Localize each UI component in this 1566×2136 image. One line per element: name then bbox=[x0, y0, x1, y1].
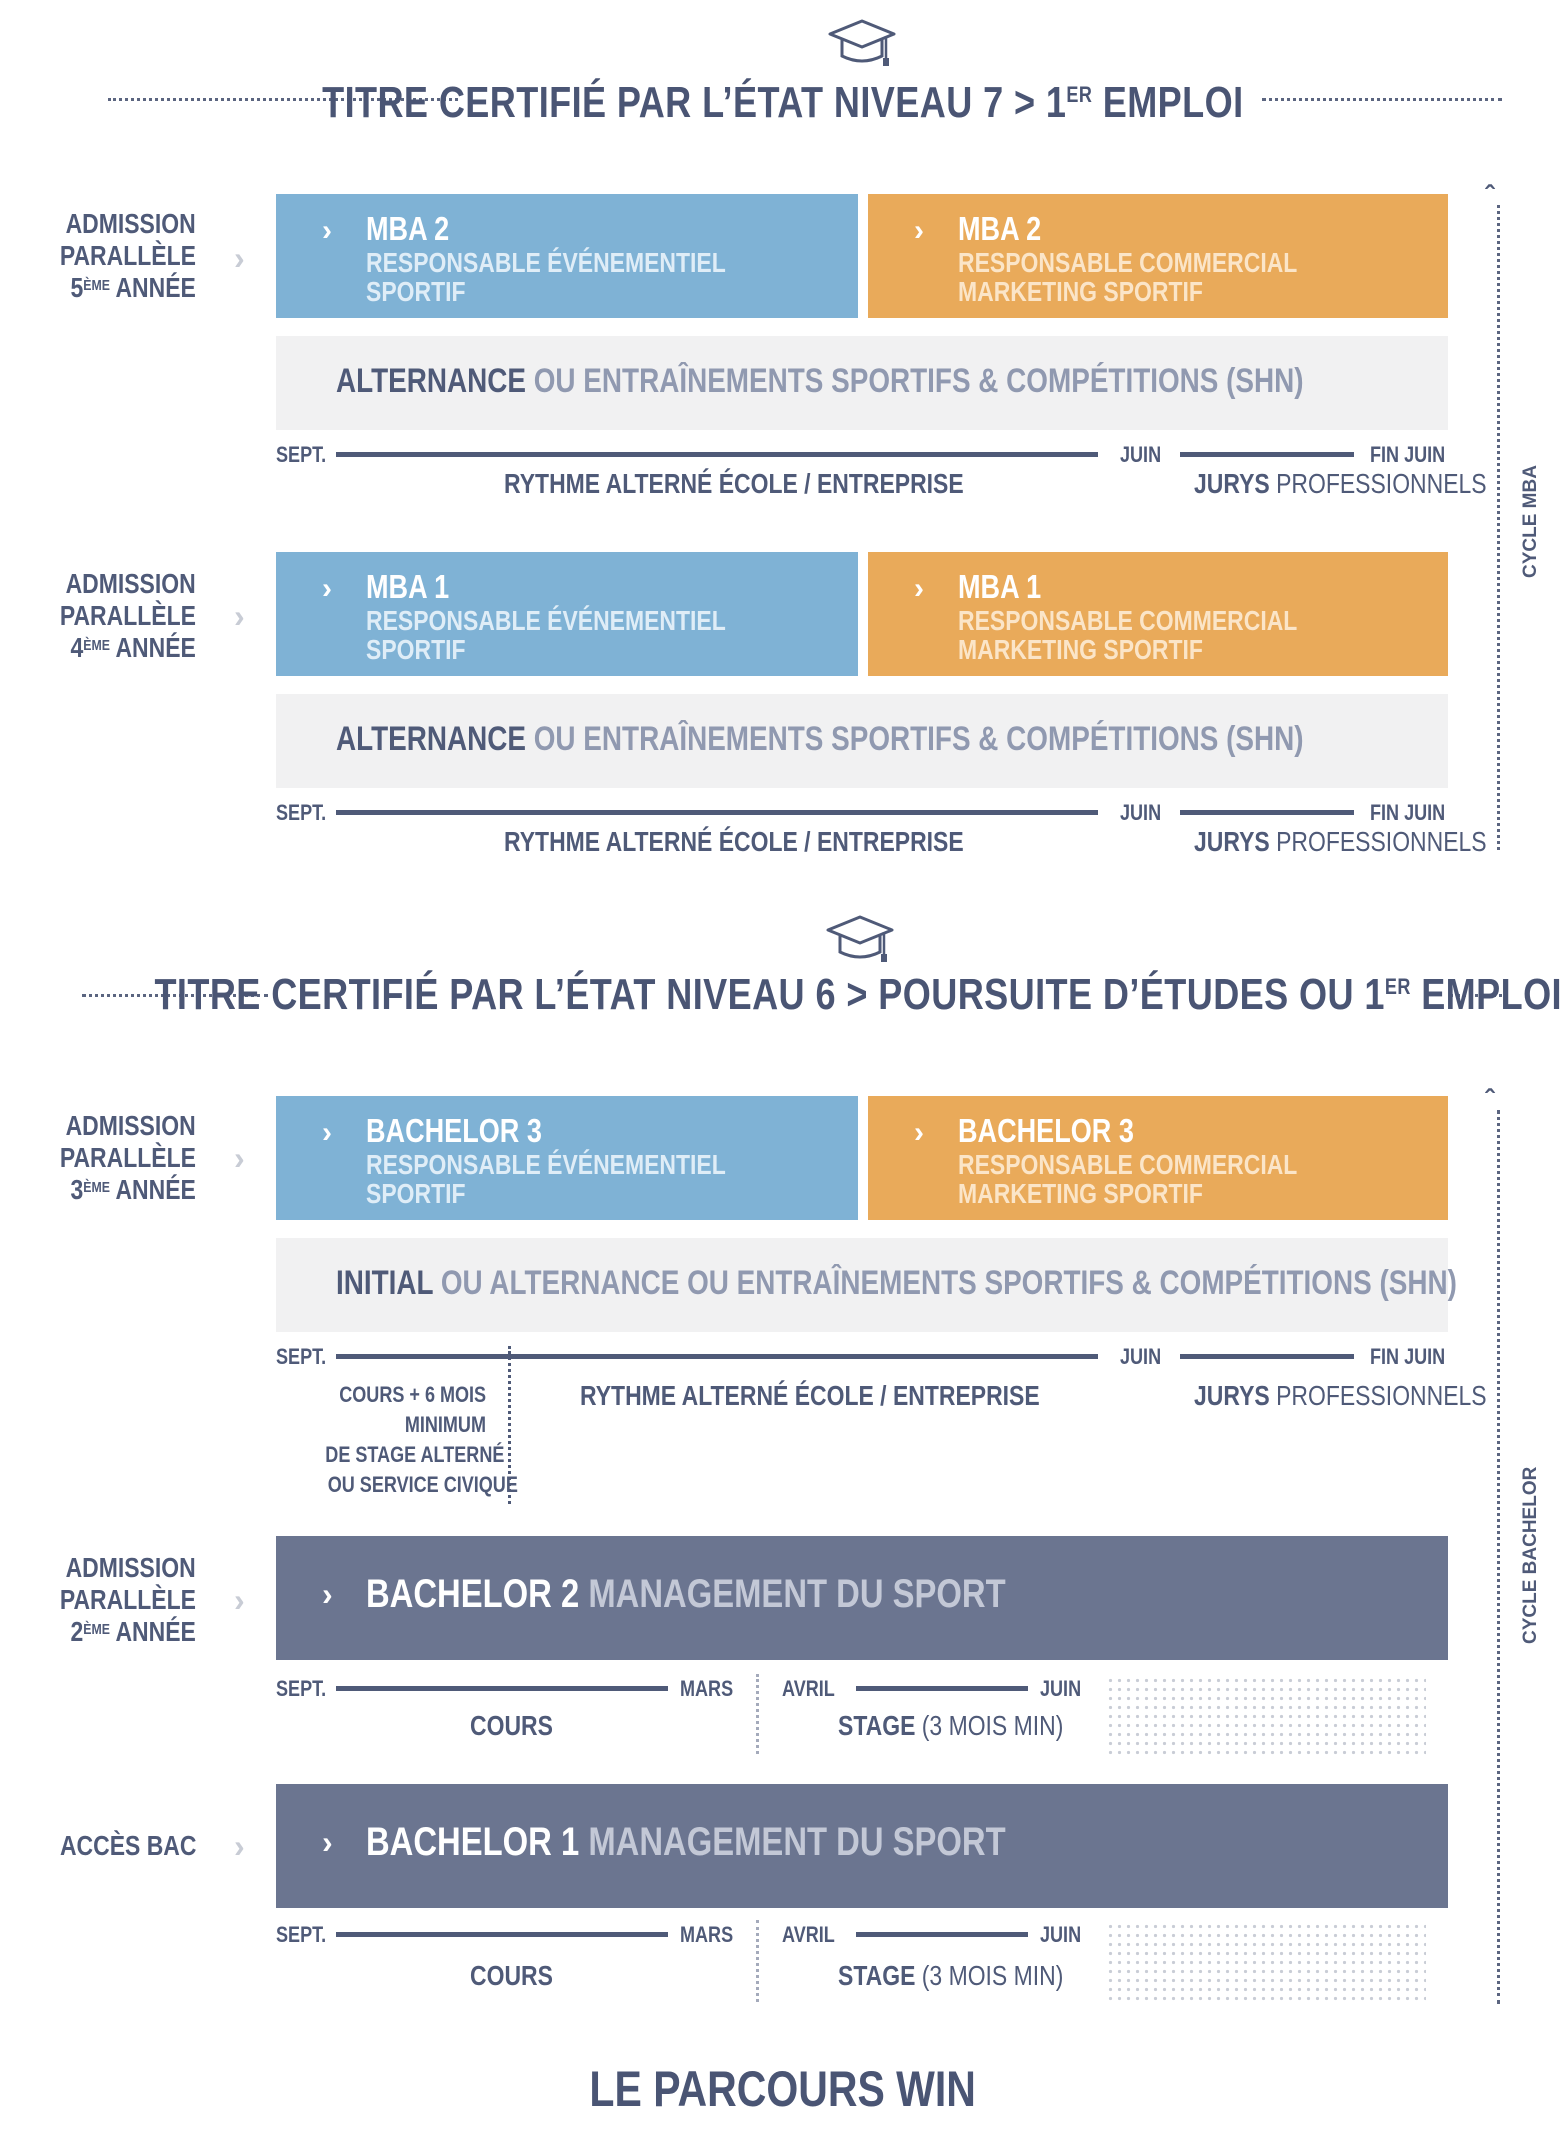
bachelor3-event-level: BACHELOR 3 bbox=[366, 1112, 542, 1149]
bachelor3-rhythm: RYTHME ALTERNÉ ÉCOLE / ENTREPRISE bbox=[580, 1380, 1040, 1411]
bachelor3-initial-note: COURS + 6 MOIS MINIMUM DE STAGE ALTERNÉ OU SERVICE CIVIQUE bbox=[325, 1382, 518, 1497]
bachelor2-mars-label: MARS bbox=[680, 1676, 734, 1701]
mba1-event-program: RESPONSABLE ÉVÉNEMENTIEL SPORTIF bbox=[366, 605, 726, 665]
bachelor1-box[interactable] bbox=[276, 1784, 1448, 1908]
admission-mba1: ADMISSION PARALLÈLE 4ÈME ANNÉE bbox=[59, 568, 196, 663]
mba1-event-level: MBA 1 bbox=[366, 568, 450, 605]
bachelor1-program: MANAGEMENT DU SPORT bbox=[579, 1820, 1006, 1864]
bachelor2-box[interactable] bbox=[276, 1536, 1448, 1660]
mba1-rhythm: RYTHME ALTERNÉ ÉCOLE / ENTREPRISE bbox=[504, 826, 964, 857]
cycle-bachelor-caret-icon: ˆ bbox=[1485, 1084, 1495, 1115]
chevron-right-icon: › bbox=[322, 572, 332, 605]
mba1-commercial-level: MBA 1 bbox=[958, 568, 1042, 605]
admission-arrow-icon: › bbox=[234, 1140, 245, 1176]
mba1-end-label: FIN JUIN bbox=[1370, 800, 1446, 825]
mba2-end-label: FIN JUIN bbox=[1370, 442, 1446, 467]
bachelor1-juin-label: JUIN bbox=[1040, 1922, 1082, 1947]
bachelor1-avril-label: AVRIL bbox=[782, 1922, 835, 1947]
bachelor3-event-program: RESPONSABLE ÉVÉNEMENTIEL SPORTIF bbox=[366, 1149, 726, 1209]
mba2-commercial-level: MBA 2 bbox=[958, 210, 1042, 247]
bachelor3-jury: JURYS PROFESSIONNELS bbox=[1194, 1380, 1487, 1411]
bachelor2-level: BACHELOR 2 bbox=[366, 1572, 580, 1616]
graduation-cap-icon bbox=[826, 18, 898, 68]
bachelor1-divider bbox=[756, 1920, 759, 2002]
bachelor3-end-label: FIN JUIN bbox=[1370, 1344, 1446, 1369]
mba2-commercial-box[interactable] bbox=[868, 194, 1448, 318]
bachelor1-idle-pattern bbox=[1106, 1922, 1426, 2002]
mba1-event-box[interactable] bbox=[276, 552, 858, 676]
bachelor2-timeline-stage bbox=[856, 1686, 1028, 1691]
mba2-rhythm: RYTHME ALTERNÉ ÉCOLE / ENTREPRISE bbox=[504, 468, 964, 499]
mba2-mode-band: ALTERNANCE OU ENTRAÎNEMENTS SPORTIFS & COMPÉTITIONS (SHN) bbox=[276, 336, 1448, 430]
mba1-timeline-jury bbox=[1180, 810, 1354, 815]
chevron-right-icon: › bbox=[322, 1116, 332, 1149]
bachelor2-juin-label: JUIN bbox=[1040, 1676, 1082, 1701]
mba2-timeline-jury bbox=[1180, 452, 1354, 457]
chevron-right-icon: › bbox=[914, 572, 924, 605]
chevron-right-icon: › bbox=[322, 1824, 333, 1860]
bachelor1-timeline-courses bbox=[336, 1932, 668, 1937]
admission-bachelor2: ADMISSION PARALLÈLE 2ÈME ANNÉE bbox=[59, 1552, 196, 1647]
mba1-commercial-program: RESPONSABLE COMMERCIAL MARKETING SPORTIF bbox=[958, 605, 1298, 665]
chevron-right-icon: › bbox=[322, 1576, 333, 1612]
admission-arrow-icon: › bbox=[234, 240, 245, 276]
admission-bachelor3: ADMISSION PARALLÈLE 3ÈME ANNÉE bbox=[59, 1110, 196, 1205]
bachelor3-timeline-jury bbox=[1180, 1354, 1354, 1359]
chevron-right-icon: › bbox=[322, 214, 332, 247]
bachelor2-start-label: SEPT. bbox=[276, 1676, 327, 1701]
bachelor2-idle-pattern bbox=[1106, 1676, 1426, 1756]
admission-arrow-icon: › bbox=[234, 598, 245, 634]
mba2-jury: JURYS PROFESSIONNELS bbox=[1194, 468, 1487, 499]
cycle-bachelor-label: CYCLE BACHELOR bbox=[1520, 1466, 1541, 1644]
mba1-mid-label: JUIN bbox=[1120, 800, 1162, 825]
cycle-bachelor-line bbox=[1497, 1110, 1500, 2004]
bachelor1-mars-label: MARS bbox=[680, 1922, 734, 1947]
mba2-start-label: SEPT. bbox=[276, 442, 327, 467]
cycle-mba-label: CYCLE MBA bbox=[1520, 465, 1541, 578]
admission-arrow-icon: › bbox=[234, 1828, 245, 1864]
mba1-jury: JURYS PROFESSIONNELS bbox=[1194, 826, 1487, 857]
bachelor3-commercial-level: BACHELOR 3 bbox=[958, 1112, 1134, 1149]
bachelor1-timeline-stage bbox=[856, 1932, 1028, 1937]
bachelor3-event-box[interactable] bbox=[276, 1096, 858, 1220]
admission-arrow-icon: › bbox=[234, 1582, 245, 1618]
bachelor2-divider bbox=[756, 1674, 759, 1754]
page-footer-title: LE PARCOURS WIN bbox=[589, 2061, 977, 2117]
bachelor2-avril-label: AVRIL bbox=[782, 1676, 835, 1701]
mba1-commercial-box[interactable] bbox=[868, 552, 1448, 676]
bachelor3-commercial-program: RESPONSABLE COMMERCIAL MARKETING SPORTIF bbox=[958, 1149, 1298, 1209]
mba2-event-box[interactable] bbox=[276, 194, 858, 318]
bachelor1-courses: COURS bbox=[470, 1960, 553, 1991]
mba1-mode-band: ALTERNANCE OU ENTRAÎNEMENTS SPORTIFS & COMPÉTITIONS (SHN) bbox=[276, 694, 1448, 788]
section-title-level7: TITRE CERTIFIÉ PAR L’ÉTAT NIVEAU 7 > 1ER EMPLOI bbox=[322, 78, 1244, 127]
bachelor1-stage: STAGE (3 MOIS MIN) bbox=[838, 1960, 1064, 1991]
cycle-mba-caret-icon: ˆ bbox=[1485, 180, 1495, 211]
mba2-event-program: RESPONSABLE ÉVÉNEMENTIEL SPORTIF bbox=[366, 247, 726, 307]
bachelor1-start-label: SEPT. bbox=[276, 1922, 327, 1947]
bachelor1-level: BACHELOR 1 bbox=[366, 1820, 580, 1864]
admission-mba2: ADMISSION PARALLÈLE 5ÈME ANNÉE bbox=[59, 208, 196, 303]
bachelor2-timeline-courses bbox=[336, 1686, 668, 1691]
chevron-right-icon: › bbox=[914, 1116, 924, 1149]
mba1-start-label: SEPT. bbox=[276, 800, 327, 825]
admission-bachelor1: ACCÈS BAC bbox=[59, 1830, 196, 1861]
graduation-cap-icon bbox=[824, 914, 896, 964]
bachelor3-timeline-main bbox=[336, 1354, 1098, 1359]
section-title-level6: TITRE CERTIFIÉ PAR L’ÉTAT NIVEAU 6 > POURSUITE D’ÉTUDES OU 1ER EMPLOI bbox=[154, 970, 1562, 1019]
bachelor2-courses: COURS bbox=[470, 1710, 553, 1741]
mba1-timeline-main bbox=[336, 810, 1098, 815]
bachelor3-mode-band: INITIAL OU ALTERNANCE OU ENTRAÎNEMENTS SPORTIFS & COMPÉTITIONS (SHN) bbox=[276, 1238, 1448, 1332]
mba2-event-level: MBA 2 bbox=[366, 210, 450, 247]
mba2-mid-label: JUIN bbox=[1120, 442, 1162, 467]
bachelor3-commercial-box[interactable] bbox=[868, 1096, 1448, 1220]
chevron-right-icon: › bbox=[914, 214, 924, 247]
mba2-commercial-program: RESPONSABLE COMMERCIAL MARKETING SPORTIF bbox=[958, 247, 1298, 307]
bachelor3-start-label: SEPT. bbox=[276, 1344, 327, 1369]
bachelor3-mid-label: JUIN bbox=[1120, 1344, 1162, 1369]
bachelor2-stage: STAGE (3 MOIS MIN) bbox=[838, 1710, 1064, 1741]
bachelor2-program: MANAGEMENT DU SPORT bbox=[579, 1572, 1006, 1616]
mba2-timeline-main bbox=[336, 452, 1098, 457]
